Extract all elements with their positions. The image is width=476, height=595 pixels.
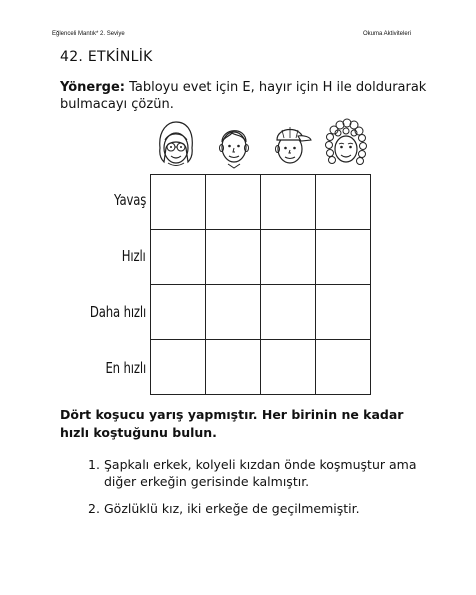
clue-number: 2. xyxy=(88,501,100,516)
girl-with-glasses-icon xyxy=(154,118,198,170)
grid-cell[interactable] xyxy=(206,175,261,230)
clue-2 xyxy=(88,500,428,517)
instruction-label: Yönerge: xyxy=(60,80,125,95)
grid-cell[interactable] xyxy=(151,285,206,340)
grid-cell[interactable] xyxy=(261,230,316,285)
row-label-faster: Daha hızlı xyxy=(89,303,146,321)
instruction-text: Tabloyu evet için E, hayır için H ile doldurarak bulmacayı çözün. xyxy=(60,80,427,112)
grid-cell[interactable] xyxy=(206,340,261,395)
grid-cell[interactable] xyxy=(151,175,206,230)
grid-cell[interactable] xyxy=(261,175,316,230)
boy-icon xyxy=(212,118,256,170)
grid-cell[interactable] xyxy=(206,230,261,285)
logic-grid xyxy=(150,174,371,395)
row-label-fastest: En hızlı xyxy=(105,359,146,377)
grid-cell[interactable] xyxy=(316,285,371,340)
grid-cell[interactable] xyxy=(316,340,371,395)
row-label-fast: Hızlı xyxy=(122,247,146,265)
clue-1 xyxy=(88,456,428,490)
instruction xyxy=(60,79,430,113)
grid-row xyxy=(151,285,371,340)
grid-row xyxy=(151,175,371,230)
row-label-slow: Yavaş xyxy=(113,191,146,209)
question-text: Dört koşucu yarış yapmıştır. Her birinin ne kadar hızlı koştuğunu bulun. xyxy=(60,407,404,440)
page-header-left: Eğlenceli Mantık* 2. Seviye xyxy=(52,31,125,37)
grid-cell[interactable] xyxy=(261,340,316,395)
grid-cell[interactable] xyxy=(316,175,371,230)
clue-text: Gözlüklü kız, iki erkeğe de geçilmemiştir. xyxy=(104,501,360,516)
grid-cell[interactable] xyxy=(261,285,316,340)
clue-number: 1. xyxy=(88,457,100,472)
grid-cell[interactable] xyxy=(316,230,371,285)
activity-title: 42. ETKİNLİK xyxy=(60,49,153,65)
grid-row xyxy=(151,340,371,395)
grid-cell[interactable] xyxy=(151,340,206,395)
faces-row xyxy=(150,118,374,174)
grid-cell[interactable] xyxy=(206,285,261,340)
clue-text: Şapkalı erkek, kolyeli kızdan önde koşmuştur ama diğer erkeğin gerisinde kalmıştır. xyxy=(104,457,417,489)
grid-row xyxy=(151,230,371,285)
page-header-right: Okuma Aktiviteleri xyxy=(363,31,412,37)
boy-with-cap-icon xyxy=(268,118,312,170)
grid-cell[interactable] xyxy=(151,230,206,285)
girl-with-curly-hair-icon xyxy=(324,118,368,170)
